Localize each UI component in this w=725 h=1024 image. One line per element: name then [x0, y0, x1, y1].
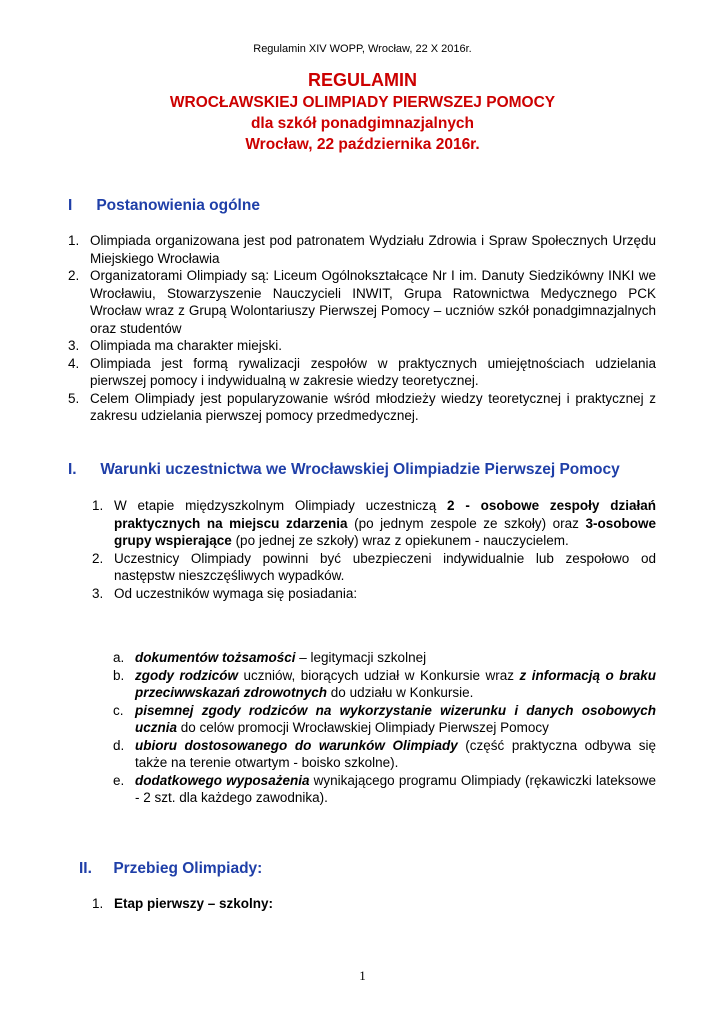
requirements-sublist	[113, 649, 656, 807]
section-1-heading	[68, 197, 260, 215]
sub-list-item: d. ubioru dostosowanego do warunków Olimpiady (część praktyczna odbywa się także na terenie otwartym - boisko szkolne).	[113, 737, 656, 770]
sub-list-item: c. pisemnej zgody rodziców na wykorzystanie wizerunku i danych osobowych ucznia do celów promocji Wrocławskiej Olimpiady Pierwszej Pomocy	[113, 702, 656, 735]
title-line-3: dla szkół ponadgimnazjalnych	[250, 115, 475, 132]
section-1-list	[68, 232, 656, 425]
section-3-number: II.	[79, 860, 92, 877]
title-block	[0, 68, 725, 155]
sub-list-item: e. dodatkowego wyposażenia wynikającego programu Olimpiady (rękawiczki lateksowe - 2 szt. dla każdego zawodnika).	[113, 772, 656, 805]
title-line-2: WROCŁAWSKIEJ OLIMPIADY PIERWSZEJ POMOCY	[169, 94, 556, 111]
list-item: 1. Etap pierwszy – szkolny:	[92, 896, 274, 911]
title-line-4: Wrocław, 22 października 2016r.	[245, 136, 480, 153]
section-3-title: Przebieg Olimpiady:	[113, 860, 263, 877]
section-3-heading	[79, 860, 262, 878]
list-item: 5. Celem Olimpiady jest popularyzowanie wśród młodzieży wiedzy teoretycznej i praktycznej z zakresu udzielania pierwszej pomocy przedmedycznej.	[68, 390, 656, 423]
sub-list-item: a. dokumentów tożsamości – legitymacji szkolnej	[113, 650, 427, 665]
section-1-title: Postanowienia ogólne	[96, 197, 260, 214]
list-item: 3. Od uczestników wymaga się posiadania:	[92, 585, 358, 601]
section-3-list	[92, 895, 656, 913]
list-item: 1. W etapie międzyszkolnym Olimpiady uczestniczą 2 - osobowe zespoły działań praktycznych na miejscu zdarzenia (po jednym zespole ze szkoły) oraz 3-osobowe grupy wspierające (po jednej ze szkoły) wraz z opiekunem - nauczycielem.	[92, 498, 657, 548]
sub-list-item: b. zgody rodziców uczniów, biorących udział w Konkursie wraz z informacją o braku przeciwwskazań zdrowotnych do udziału w Konkursie.	[113, 667, 656, 700]
list-item: 2. Organizatorami Olimpiady są: Liceum Ogólnokształcące Nr I im. Danuty Siedzikówny INKI we Wrocławiu, Stowarzyszenie Nauczycieli INWIT, Grupa Ratownictwa Medycznego PCK Wrocław wraz z Grupą Wolontariuszy Pierwszej Pomocy – uczniów szkół ponadgimnazjalnych oraz studentów	[68, 268, 656, 336]
list-item: 4. Olimpiada jest formą rywalizacji zespołów w praktycznych umiejętnościach udzielania pierwszej pomocy i indywidualną w zakresie wiedzy teoretycznej.	[68, 355, 656, 388]
page-number: 1	[359, 968, 366, 983]
title-line-1: REGULAMIN	[308, 70, 417, 90]
section-2-list	[92, 497, 656, 602]
list-item: 1. Olimpiada organizowana jest pod patronatem Wydziału Zdrowia i Spraw Społecznych Urzędu Miejskiego Wrocławia	[68, 233, 656, 266]
list-item: 3. Olimpiada ma charakter miejski.	[68, 338, 283, 353]
section-2-number: I.	[68, 461, 77, 478]
section-2-title: Warunki uczestnictwa we Wrocławskiej Olimpiadzie Pierwszej Pomocy	[100, 461, 620, 478]
running-header: Regulamin XIV WOPP, Wrocław, 22 X 2016r.	[253, 43, 472, 55]
list-item: 2. Uczestnicy Olimpiady powinni być ubezpieczeni indywidualnie lub zespołowo od następstw nieszczęśliwych wypadków.	[92, 550, 656, 583]
section-1-number: I	[68, 197, 73, 214]
section-2-heading	[68, 461, 620, 479]
